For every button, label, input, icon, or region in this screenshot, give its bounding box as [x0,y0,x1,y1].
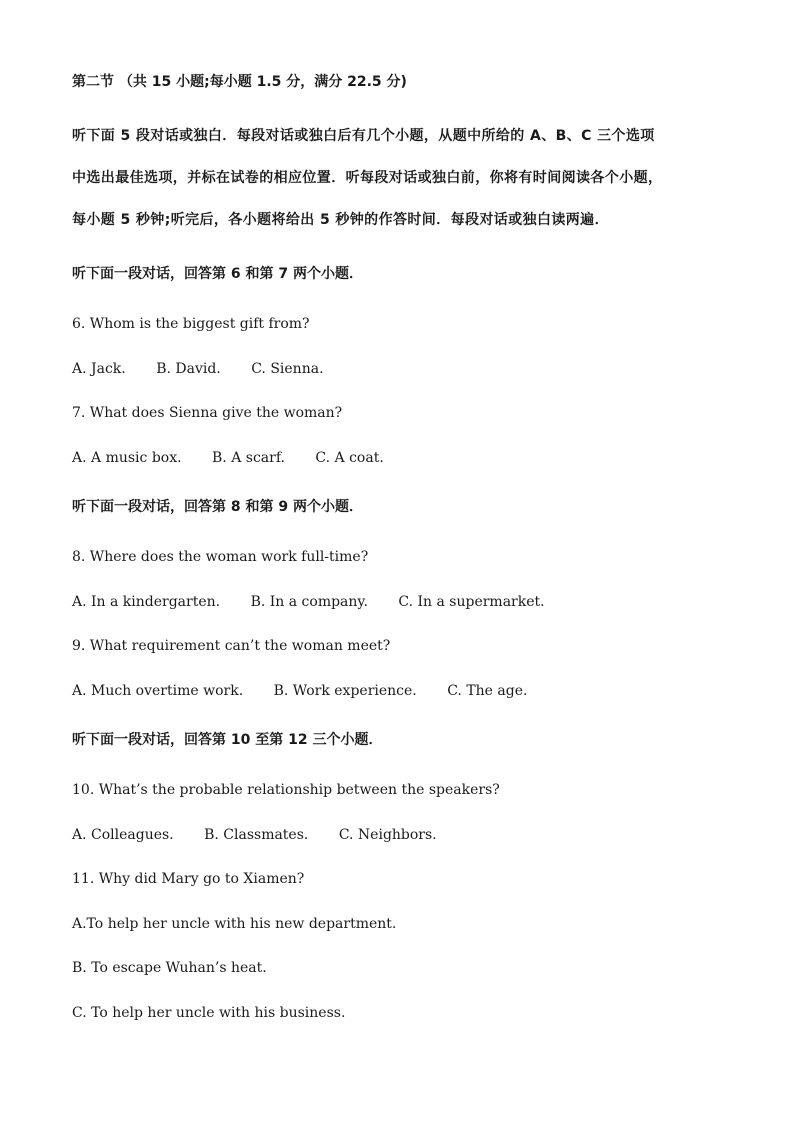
group3-heading: 听下面一段对话，回答第 10 至第 12 三个小题． [72,732,383,748]
question-8: 8. Where does the woman work full-time? [72,549,369,565]
group2-heading: 听下面一段对话，回答第 8 和第 9 两个小题． [72,499,363,515]
instruction-line-3: 每小题 5 秒钟;听完后，各小题将给出 5 秒钟的作答时间．每段对话或独白读两遍． [72,212,609,228]
question-11-option-b: B. To escape Wuhan’s heat. [72,960,267,976]
option-c: C. A coat. [315,450,384,466]
option-c: C. Neighbors. [338,827,437,843]
question-10-options [72,825,437,845]
option-c: C. The age. [447,683,528,699]
option-b: B. Classmates. [204,827,309,843]
option-b: B. A scarf. [212,450,285,466]
option-b: B. David. [156,361,221,377]
question-11: 11. Why did Mary go to Xiamen? [72,871,305,887]
option-a: A. A music box. [72,450,182,466]
instruction-line-1: 听下面 5 段对话或独白．每段对话或独白后有几个小题，从题中所给的 A、B、C 三个选项 [72,128,655,144]
group1-heading: 听下面一段对话，回答第 6 和第 7 两个小题． [72,266,363,282]
option-c: C. In a supermarket. [398,594,545,610]
option-a: A. Colleagues. [72,827,174,843]
option-b: B. In a company. [250,594,368,610]
question-9-options [72,681,527,701]
instruction-line-2: 中选出最佳选项，并标在试卷的相应位置．听每段对话或独白前，你将有时间阅读各个小题， [72,170,663,186]
question-11-option-c: C. To help her uncle with his business. [72,1005,346,1021]
question-8-options [72,592,545,612]
question-10: 10. What’s the probable relationship between the speakers? [72,782,500,798]
question-9: 9. What requirement can’t the woman meet? [72,638,391,654]
question-6-options [72,359,324,379]
question-11-option-a: A.To help her uncle with his new department. [72,916,397,932]
option-b: B. Work experience. [273,683,417,699]
option-a: A. Jack. [72,361,126,377]
option-a: A. In a kindergarten. [72,594,221,610]
option-c: C. Sienna. [251,361,324,377]
section-header: 第二节 （共 15 小题;每小题 1.5 分，满分 22.5 分) [72,74,407,90]
question-7-options [72,448,384,468]
question-6: 6. Whom is the biggest gift from? [72,316,310,332]
question-7: 7. What does Sienna give the woman? [72,405,343,421]
option-a: A. Much overtime work. [72,683,244,699]
